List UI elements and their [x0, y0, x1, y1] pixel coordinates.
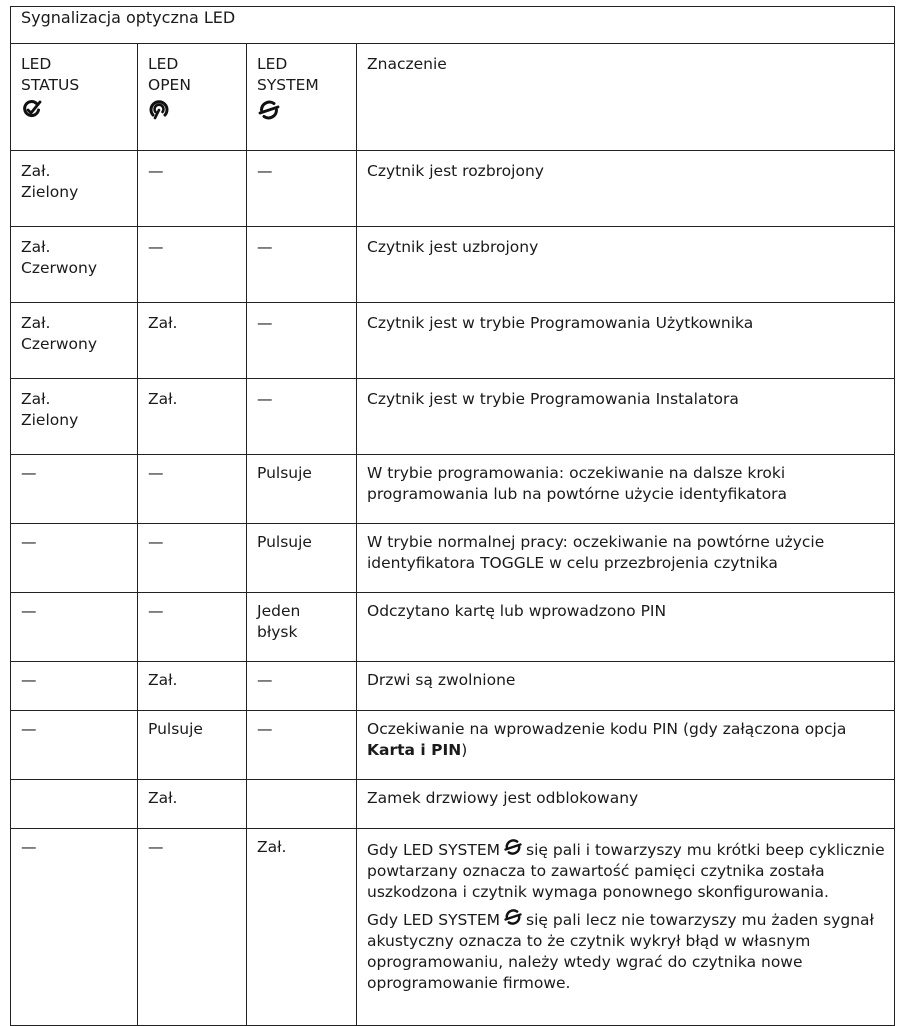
cell-status: Zał. Czerwony [11, 227, 138, 303]
table-row [11, 455, 895, 524]
cell-status: Zał. Czerwony [11, 303, 138, 379]
table-row [11, 151, 895, 227]
cell-system: Jeden błysk [247, 593, 357, 662]
table-row [11, 829, 895, 1026]
table-row [11, 711, 895, 780]
table-row [11, 780, 895, 829]
cell-system: — [247, 151, 357, 227]
cell-meaning: Czytnik jest uzbrojony [357, 227, 895, 303]
cell-system: — [247, 711, 357, 780]
cell-system: — [247, 303, 357, 379]
option-name: Karta i PIN [367, 741, 462, 759]
cell-status: — [11, 455, 138, 524]
table-row [11, 593, 895, 662]
cell-status: — [11, 524, 138, 593]
cell-meaning [357, 829, 895, 1026]
cell-open: — [138, 227, 247, 303]
cell-open: Zał. [138, 379, 247, 455]
cell-status: — [11, 711, 138, 780]
system-icon [503, 837, 523, 857]
cell-status: Zał. Zielony [11, 379, 138, 455]
system-icon [257, 98, 281, 122]
cell-system: — [247, 227, 357, 303]
header-led-open: LED OPEN [138, 44, 247, 151]
led-signal-table [10, 6, 895, 1026]
cell-system: Pulsuje [247, 524, 357, 593]
system-icon [503, 907, 523, 927]
cell-open: — [138, 829, 247, 1026]
cell-open: Zał. [138, 780, 247, 829]
cell-system: Pulsuje [247, 455, 357, 524]
table-row [11, 303, 895, 379]
cell-meaning: Drzwi są zwolnione [357, 662, 895, 711]
cell-open: Zał. [138, 662, 247, 711]
cell-meaning: W trybie programowania: oczekiwanie na dalsze kroki programowania lub na powtórne użycie identyfikatora [357, 455, 895, 524]
header-led-status: LED STATUS [11, 44, 138, 151]
cell-status: Zał. Zielony [11, 151, 138, 227]
header-led-system: LED SYSTEM [247, 44, 357, 151]
table-row [11, 227, 895, 303]
table-title: Sygnalizacja optyczna LED [11, 7, 895, 44]
cell-status: — [11, 829, 138, 1026]
cell-system [247, 780, 357, 829]
open-icon [148, 98, 170, 120]
meaning-paragraph: Gdy LED SYSTEM się pali lecz nie towarzyszy mu żaden sygnał akustyczny oznacza to że czytnik wykrył błąd w własnym oprogramowaniu, należy wtedy wgrać do czytnika nowe oprogramowanie firmowe. [367, 907, 888, 994]
cell-open: Pulsuje [138, 711, 247, 780]
cell-open: — [138, 151, 247, 227]
status-icon [21, 98, 43, 120]
cell-open: — [138, 524, 247, 593]
cell-meaning: Czytnik jest rozbrojony [357, 151, 895, 227]
cell-meaning: Zamek drzwiowy jest odblokowany [357, 780, 895, 829]
cell-system: — [247, 379, 357, 455]
table-row [11, 662, 895, 711]
cell-meaning: Czytnik jest w trybie Programowania Instalatora [357, 379, 895, 455]
cell-open: — [138, 593, 247, 662]
cell-status: — [11, 593, 138, 662]
cell-system: Zał. [247, 829, 357, 1026]
cell-meaning: Odczytano kartę lub wprowadzono PIN [357, 593, 895, 662]
cell-system: — [247, 662, 357, 711]
table-row [11, 524, 895, 593]
meaning-paragraph: Gdy LED SYSTEM się pali i towarzyszy mu krótki beep cyklicznie powtarzany oznacza to zawartość pamięci czytnika została uszkodzona i czytnik wymaga ponownego skonfigurowania. [367, 837, 888, 903]
cell-open: Zał. [138, 303, 247, 379]
header-row [11, 44, 895, 151]
cell-meaning: Czytnik jest w trybie Programowania Użytkownika [357, 303, 895, 379]
cell-status: — [11, 662, 138, 711]
header-meaning: Znaczenie [357, 44, 895, 151]
cell-meaning: W trybie normalnej pracy: oczekiwanie na powtórne użycie identyfikatora TOGGLE w celu przezbrojenia czytnika [357, 524, 895, 593]
table-row [11, 379, 895, 455]
cell-open: — [138, 455, 247, 524]
cell-status [11, 780, 138, 829]
cell-meaning: Oczekiwanie na wprowadzenie kodu PIN (gdy załączona opcja Karta i PIN) [357, 711, 895, 780]
